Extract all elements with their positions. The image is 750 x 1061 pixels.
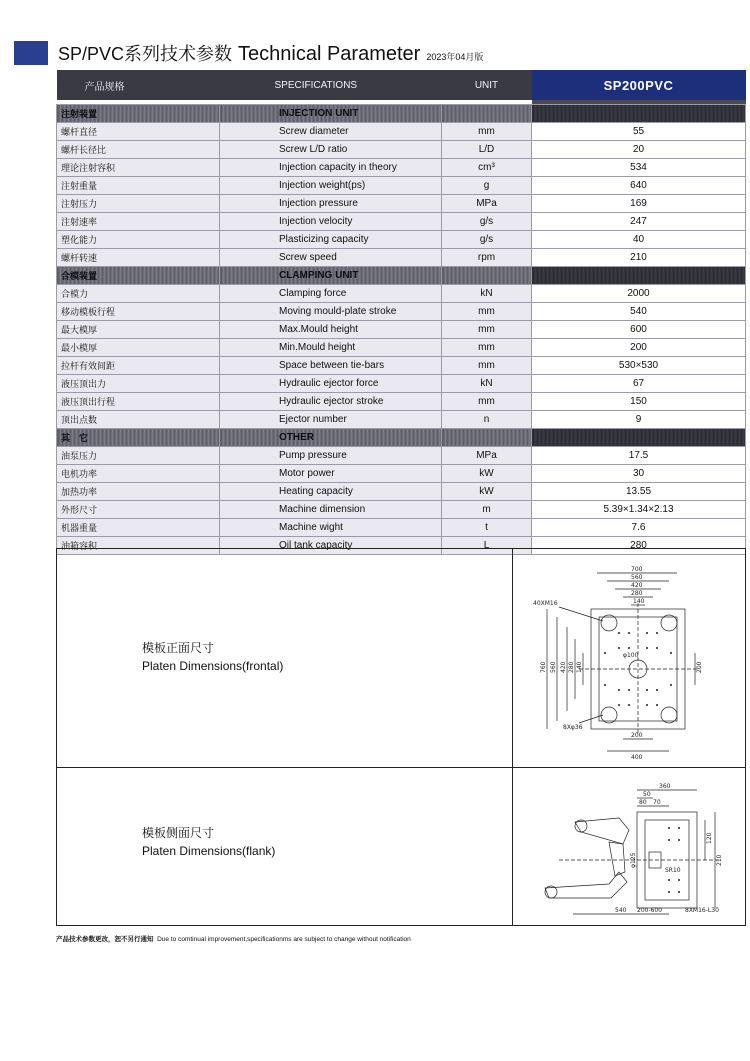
table-row bbox=[57, 321, 746, 339]
param-value: 7.6 bbox=[532, 519, 746, 537]
param-name-en: Space between tie-bars bbox=[220, 357, 442, 375]
flank-dim-8xm16: 8XM16-L30 bbox=[685, 907, 719, 914]
param-value: 200 bbox=[532, 339, 746, 357]
table-row bbox=[57, 465, 746, 483]
table-row bbox=[57, 519, 746, 537]
param-name-cn: 加热功率 bbox=[57, 483, 220, 501]
table-row bbox=[57, 285, 746, 303]
platen-flank-label bbox=[142, 824, 275, 860]
section-header-row bbox=[57, 267, 746, 285]
table-row bbox=[57, 141, 746, 159]
dim-b-200: 200 bbox=[631, 732, 643, 739]
param-name-cn: 塑化能力 bbox=[57, 231, 220, 249]
dim-v-280: 280 bbox=[568, 661, 575, 673]
param-name-cn: 顶出点数 bbox=[57, 411, 220, 429]
dim-140: 140 bbox=[633, 598, 645, 605]
page-title bbox=[58, 40, 483, 66]
version-label: 2023年04月版 bbox=[426, 52, 484, 62]
header-model: SP200PVC bbox=[532, 70, 746, 100]
footnote bbox=[56, 934, 411, 943]
param-unit: rpm bbox=[442, 249, 532, 267]
param-value: 13.55 bbox=[532, 483, 746, 501]
param-name-cn: 注射压力 bbox=[57, 195, 220, 213]
platen-flank-label-cn: 模板侧面尺寸 bbox=[142, 826, 215, 840]
platen-frontal-label-en: Platen Dimensions(frontal) bbox=[142, 659, 284, 673]
param-name-cn: 最大模厚 bbox=[57, 321, 220, 339]
param-name-cn: 油泵压力 bbox=[57, 447, 220, 465]
param-name-en: Machine wight bbox=[220, 519, 442, 537]
param-name-en: Oil tank capacity bbox=[220, 537, 442, 555]
flank-dim-sr10: SR10 bbox=[665, 867, 681, 874]
param-name-cn: 外形尺寸 bbox=[57, 501, 220, 519]
flank-dim-360: 360 bbox=[659, 783, 671, 790]
dim-b-400: 400 bbox=[631, 754, 643, 761]
param-value: 2000 bbox=[532, 285, 746, 303]
param-unit: m bbox=[442, 501, 532, 519]
section-label-en: CLAMPING UNIT bbox=[220, 267, 442, 285]
param-name-cn: 电机功率 bbox=[57, 465, 220, 483]
param-unit: cm³ bbox=[442, 159, 532, 177]
section-header-row bbox=[57, 105, 746, 123]
dim-v-140: 140 bbox=[576, 661, 583, 673]
section-unit-blank bbox=[442, 429, 532, 447]
param-name-en: Injection velocity bbox=[220, 213, 442, 231]
table-row bbox=[57, 375, 746, 393]
param-value: 67 bbox=[532, 375, 746, 393]
param-value: 169 bbox=[532, 195, 746, 213]
dim-560: 560 bbox=[631, 574, 643, 581]
dim-v-760: 760 bbox=[540, 661, 547, 673]
platen-frontal-drawing bbox=[519, 553, 739, 765]
param-value: 534 bbox=[532, 159, 746, 177]
param-unit: g/s bbox=[442, 213, 532, 231]
param-name-en: Injection weight(ps) bbox=[220, 177, 442, 195]
param-value: 540 bbox=[532, 303, 746, 321]
dim-v-560: 560 bbox=[550, 661, 557, 673]
param-unit: MPa bbox=[442, 195, 532, 213]
footnote-cn: 产品技术参数更改，恕不另行通知 bbox=[56, 936, 154, 943]
param-name-cn: 最小模厚 bbox=[57, 339, 220, 357]
param-unit: L bbox=[442, 537, 532, 555]
platen-frontal-label-cn: 模板正面尺寸 bbox=[142, 641, 215, 655]
dim-8xphi36: 8Xφ36 bbox=[563, 724, 583, 731]
param-name-cn: 螺杆直径 bbox=[57, 123, 220, 141]
table-row bbox=[57, 177, 746, 195]
table-row bbox=[57, 303, 746, 321]
param-unit: mm bbox=[442, 123, 532, 141]
platen-flank-label-cell bbox=[57, 768, 513, 925]
param-name-en: Injection capacity in theory bbox=[220, 159, 442, 177]
header-unit: UNIT bbox=[442, 70, 532, 100]
flank-dim-120: 120 bbox=[706, 832, 713, 844]
param-value: 210 bbox=[532, 249, 746, 267]
param-unit: MPa bbox=[442, 447, 532, 465]
param-name-en: Heating capacity bbox=[220, 483, 442, 501]
param-name-en: Hydraulic ejector stroke bbox=[220, 393, 442, 411]
param-value: 280 bbox=[532, 537, 746, 555]
platen-flank-label-en: Platen Dimensions(flank) bbox=[142, 844, 276, 858]
section-unit-blank bbox=[442, 267, 532, 285]
param-unit: kN bbox=[442, 285, 532, 303]
param-value: 30 bbox=[532, 465, 746, 483]
table-row bbox=[57, 393, 746, 411]
param-name-en: Min.Mould height bbox=[220, 339, 442, 357]
table-row bbox=[57, 195, 746, 213]
param-value: 17.5 bbox=[532, 447, 746, 465]
param-unit: mm bbox=[442, 303, 532, 321]
param-value: 247 bbox=[532, 213, 746, 231]
table-row bbox=[57, 447, 746, 465]
param-name-cn: 油箱容积 bbox=[57, 537, 220, 555]
param-name-cn: 理论注射容积 bbox=[57, 159, 220, 177]
param-value: 640 bbox=[532, 177, 746, 195]
param-name-en: Clamping force bbox=[220, 285, 442, 303]
param-unit: mm bbox=[442, 393, 532, 411]
platen-flank-drawing bbox=[519, 772, 739, 924]
param-name-cn: 合模力 bbox=[57, 285, 220, 303]
param-value: 5.39×1.34×2.13 bbox=[532, 501, 746, 519]
section-value-blank bbox=[532, 105, 746, 123]
param-name-en: Screw diameter bbox=[220, 123, 442, 141]
table-row bbox=[57, 231, 746, 249]
spec-table bbox=[56, 70, 746, 555]
dim-v-420: 420 bbox=[560, 661, 567, 673]
param-name-en: Motor power bbox=[220, 465, 442, 483]
section-label-en: INJECTION UNIT bbox=[220, 105, 442, 123]
param-name-cn: 拉杆有效间距 bbox=[57, 357, 220, 375]
param-value: 20 bbox=[532, 141, 746, 159]
footnote-en: Due to comtinual improvement,specificationms are subject to change without notification bbox=[157, 936, 411, 943]
table-row bbox=[57, 357, 746, 375]
param-value: 55 bbox=[532, 123, 746, 141]
table-row bbox=[57, 483, 746, 501]
header-cn: 产品规格 bbox=[57, 70, 220, 100]
table-row bbox=[57, 213, 746, 231]
flank-dim-200-600: 200-600 bbox=[637, 907, 663, 914]
param-unit: mm bbox=[442, 357, 532, 375]
param-value: 600 bbox=[532, 321, 746, 339]
table-row bbox=[57, 159, 746, 177]
param-name-en: Screw L/D ratio bbox=[220, 141, 442, 159]
platen-flank-box bbox=[56, 767, 746, 926]
param-value: 40 bbox=[532, 231, 746, 249]
section-label-cn: 其 它 bbox=[57, 429, 220, 447]
param-value: 150 bbox=[532, 393, 746, 411]
platen-frontal-box bbox=[56, 548, 746, 768]
platen-frontal-label bbox=[142, 639, 283, 675]
table-row bbox=[57, 411, 746, 429]
param-name-cn: 注射速率 bbox=[57, 213, 220, 231]
flank-dim-phi125: φ125 bbox=[630, 852, 637, 868]
param-name-cn: 螺杆转速 bbox=[57, 249, 220, 267]
title-cn: SP/PVC系列技术参数 bbox=[58, 44, 233, 64]
dim-40xm16: 40XM16 bbox=[533, 600, 558, 607]
param-name-en: Hydraulic ejector force bbox=[220, 375, 442, 393]
param-unit: t bbox=[442, 519, 532, 537]
section-label-cn: 合模装置 bbox=[57, 267, 220, 285]
param-unit: n bbox=[442, 411, 532, 429]
param-unit: L/D bbox=[442, 141, 532, 159]
dim-420: 420 bbox=[631, 582, 643, 589]
param-name-en: Plasticizing capacity bbox=[220, 231, 442, 249]
param-unit: g/s bbox=[442, 231, 532, 249]
param-name-cn: 螺杆长径比 bbox=[57, 141, 220, 159]
header-accent-block bbox=[14, 41, 48, 65]
section-header-row bbox=[57, 429, 746, 447]
param-value: 9 bbox=[532, 411, 746, 429]
param-name-cn: 机器重量 bbox=[57, 519, 220, 537]
section-unit-blank bbox=[442, 105, 532, 123]
section-value-blank bbox=[532, 267, 746, 285]
flank-dim-50: 50 bbox=[643, 791, 651, 798]
section-value-blank bbox=[532, 429, 746, 447]
param-name-cn: 注射重量 bbox=[57, 177, 220, 195]
param-unit: kN bbox=[442, 375, 532, 393]
param-name-en: Screw speed bbox=[220, 249, 442, 267]
param-name-cn: 液压顶出力 bbox=[57, 375, 220, 393]
param-name-en: Injection pressure bbox=[220, 195, 442, 213]
param-name-cn: 移动模板行程 bbox=[57, 303, 220, 321]
param-unit: kW bbox=[442, 483, 532, 501]
table-row bbox=[57, 249, 746, 267]
platen-frontal-label-cell bbox=[57, 549, 513, 767]
flank-dim-80: 80 bbox=[639, 799, 647, 806]
section-label-en: OTHER bbox=[220, 429, 442, 447]
param-unit: kW bbox=[442, 465, 532, 483]
param-name-en: Machine dimension bbox=[220, 501, 442, 519]
table-header-row bbox=[57, 70, 746, 100]
spec-sheet bbox=[56, 70, 746, 555]
flank-dim-210: 210 bbox=[716, 854, 723, 866]
param-value: 530×530 bbox=[532, 357, 746, 375]
param-unit: mm bbox=[442, 339, 532, 357]
param-name-en: Pump pressure bbox=[220, 447, 442, 465]
dim-phi100: φ100 bbox=[623, 652, 639, 659]
title-en: Technical Parameter bbox=[238, 43, 421, 65]
dim-280: 280 bbox=[631, 590, 643, 597]
param-name-en: Ejector number bbox=[220, 411, 442, 429]
table-row bbox=[57, 123, 746, 141]
header-spec: SPECIFICATIONS bbox=[220, 70, 442, 100]
table-row bbox=[57, 501, 746, 519]
param-unit: mm bbox=[442, 321, 532, 339]
table-row bbox=[57, 339, 746, 357]
param-unit: g bbox=[442, 177, 532, 195]
dim-v-200: 200 bbox=[696, 661, 703, 673]
param-name-cn: 液压顶出行程 bbox=[57, 393, 220, 411]
dim-700: 700 bbox=[631, 566, 643, 573]
param-name-en: Max.Mould height bbox=[220, 321, 442, 339]
param-name-en: Moving mould-plate stroke bbox=[220, 303, 442, 321]
section-label-cn: 注射装置 bbox=[57, 105, 220, 123]
flank-dim-540: 540 bbox=[615, 907, 627, 914]
flank-dim-70: 70 bbox=[653, 799, 661, 806]
